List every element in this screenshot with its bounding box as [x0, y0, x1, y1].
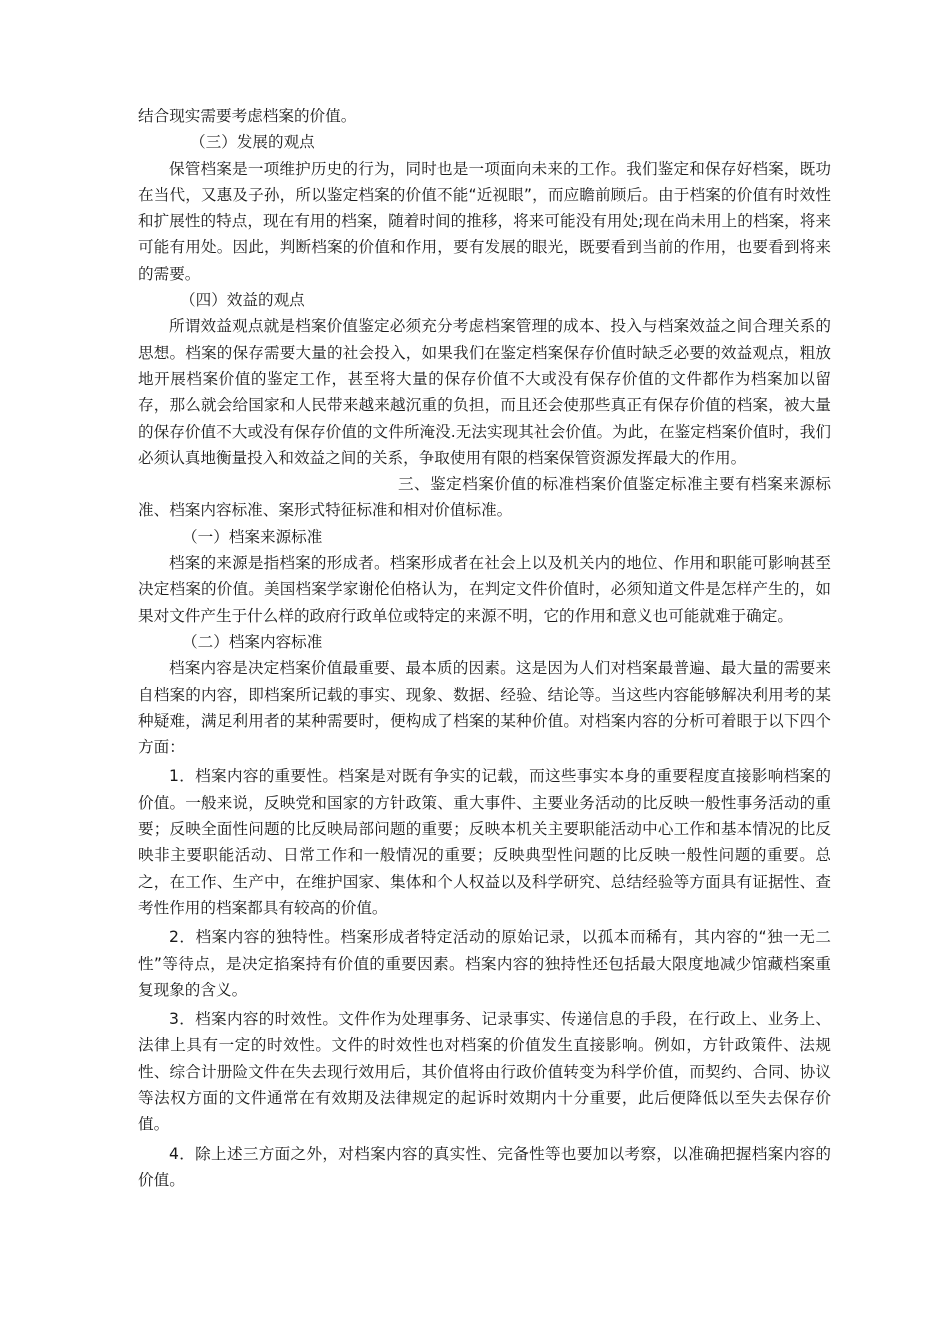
paragraph-content-standard: 档案内容是决定档案价值最重要、最本质的因素。这是因为人们对档案最普遍、最大量的需要来自档案的内容，即档案所记载的事实、现象、数据、经验、结论等。当这些内容能够解决利用考的某种疑难，满足利用者的某种需要时，便构成了档案的某种价值。对档案内容的分析可着眼于以下四个方面：	[138, 659, 831, 757]
paragraph-benefit-view: 所谓效益观点就是档案价值鉴定必须充分考虑档案管理的成本、投入与档案效益之间合理关系的思想。档案的保存需要大量的社会投入，如果我们在鉴定档案保存价值时缺乏必要的效益观点，粗放地开展档案价值的鉴定工作，甚至将大量的保存价值不大或没有保存价值的文件都作为档案加以留存，那么就会给国家和人民带来越来越沉重的负担，而且还会使那些真正有保存价值的档案，被大量的保存价值不大或没有保存价值的文件所淹没.无法实现其社会价值。为此，在鉴定档案价值时，我们必须认真地衡量投入和效益之间的关系，争取使用有限的档案保管资源发挥最大的作用。	[138, 317, 831, 467]
heading-benefit-view: （四）效益的观点	[180, 291, 305, 310]
section-three-heading: 三、鉴定档案价值的标准档案价值鉴定标准主要有档案来源标准、档案内容标准、案形式特征标准和相对价值标准。	[138, 475, 831, 520]
numbered-item-uniqueness: 2．档案内容的独特性。档案形成者特定活动的原始记录，以孤本而稀有，其内容的“独一无二性”等待点，是决定掐案持有价值的重要因素。档案内容的独持性还包括最大限度地减少馆藏档案重复现象的含义。	[138, 928, 831, 999]
numbered-item-importance: 1．档案内容的重要性。档案是对既有争实的记载，而这些事实本身的重要程度直接影响档案的价值。一般来说，反映党和国家的方针政策、重大事件、主要业务活动的比反映一般性事务活动的重要；反映全面性问题的比反映局部问题的重要；反映本机关主要职能活动中心工作和基本情况的比反映非主要职能活动、日常工作和一般情况的重要；反映典型性问题的比反映一般性问题的重要。总之，在工作、生产中，在维护国家、集体和个人权益以及科学研究、总结经验等方面具有证据性、查考性作用的档案都具有较高的价值。	[138, 767, 831, 917]
heading-development-view: （三）发展的观点	[190, 133, 315, 152]
paragraph-source-standard: 档案的来源是指档案的形成者。档案形成者在社会上以及机关内的地位、作用和职能可影响甚至决定档案的价值。美国档案学家谢伦伯格认为，在判定文件价值时，必须知道文件是怎样产生的，如果对文件产生于什么样的政府行政单位或特定的来源不明，它的作用和意义也可能就难于确定。	[138, 554, 831, 625]
numbered-item-timeliness: 3．档案内容的时效性。文件作为处理事务、记录事实、传递信息的手段，在行政上、业务上、法律上具有一定的时效性。文件的时效性也对档案的价值发生直接影响。例如，方针政策件、法规性、综合计册险文件在失去现行效用后，其价值将由行政价值转变为科学价值，而契约、合同、协议等法权方面的文件通常在有效期及法律规定的起诉时效期内十分重要，此后便降低以至失去保存价值。	[138, 1010, 831, 1134]
numbered-item-authenticity: 4．除上述三方面之外，对档案内容的真实性、完备性等也要加以考察，以准确把握档案内容的价值。	[138, 1144, 831, 1189]
paragraph-development-view: 保管档案是一项维护历史的行为，同时也是一项面向未来的工作。我们鉴定和保存好档案，既功在当代，又惠及子孙，所以鉴定档案的价值不能“近视眼”，而应瞻前顾后。由于档案的价值有时效性和扩展性的特点，现在有用的档案，随着时间的推移，将来可能没有用处;现在尚未用上的档案，将来可能有用处。因此，判断档案的价值和作用，要有发展的眼光，既要看到当前的作用，也要看到将来的需要。	[138, 159, 831, 283]
document-page	[138, 103, 831, 1193]
heading-content-standard: （二）档案内容标准	[182, 632, 323, 651]
paragraph-continued: 结合现实需要考虑档案的价值。	[138, 107, 357, 125]
heading-source-standard: （一）档案来源标准	[182, 527, 323, 546]
